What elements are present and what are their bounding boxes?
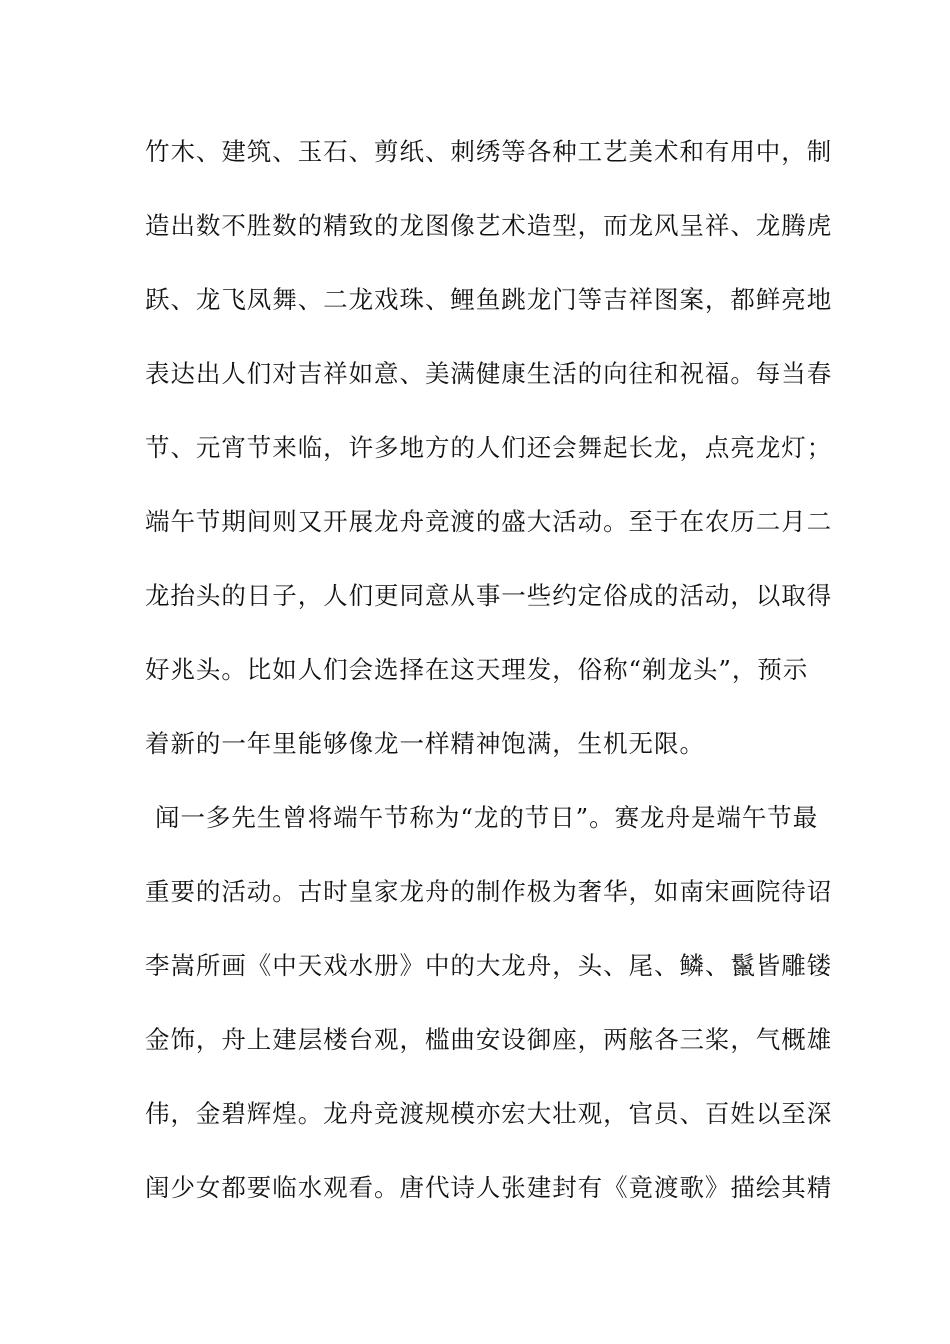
- text-line-5: 节、元宵节来临，许多地方的人们还会舞起长龙，点亮龙灯；: [145, 433, 833, 462]
- text-line-8: 好兆头。比如人们会选择在这天理发，俗称“剃龙头”，预示: [145, 655, 809, 684]
- text-line-7: 龙抬头的日子，人们更同意从事一些约定俗成的活动，以取得: [145, 581, 833, 610]
- text-line-1: 竹木、建筑、玉石、剪纸、刺绣等各种工艺美术和有用中，制: [145, 137, 833, 166]
- text-line-2: 造出数不胜数的精致的龙图像艺术造型，而龙风呈祥、龙腾虎: [145, 211, 833, 240]
- text-line-15: 闺少女都要临水观看。唐代诗人张建封有《竟渡歌》描绘其精: [145, 1173, 833, 1202]
- text-line-9: 着新的一年里能够像龙一样精神饱满，生机无限。: [145, 729, 705, 758]
- text-line-12: 李嵩所画《中天戏水册》中的大龙舟，头、尾、鳞、鬣皆雕镂: [145, 951, 833, 980]
- text-line-3: 跃、龙飞凤舞、二龙戏珠、鲤鱼跳龙门等吉祥图案，都鲜亮地: [145, 285, 833, 314]
- text-line-11: 重要的活动。古时皇家龙舟的制作极为奢华，如南宋画院待诏: [145, 877, 833, 906]
- text-line-4: 表达出人们对吉祥如意、美满健康生活的向往和祝福。每当春: [145, 359, 833, 388]
- paragraph-start-line: 闻一多先生曾将端午节称为“龙的节日”。赛龙舟是端午节最: [155, 803, 819, 832]
- text-line-6: 端午节期间则又开展龙舟竞渡的盛大活动。至于在农历二月二: [145, 507, 833, 536]
- text-line-14: 伟，金碧辉煌。龙舟竞渡规模亦宏大壮观，官员、百姓以至深: [145, 1099, 833, 1128]
- text-line-13: 金饰，舟上建层楼台观，槛曲安设御座，两舷各三桨，气概雄: [145, 1025, 833, 1054]
